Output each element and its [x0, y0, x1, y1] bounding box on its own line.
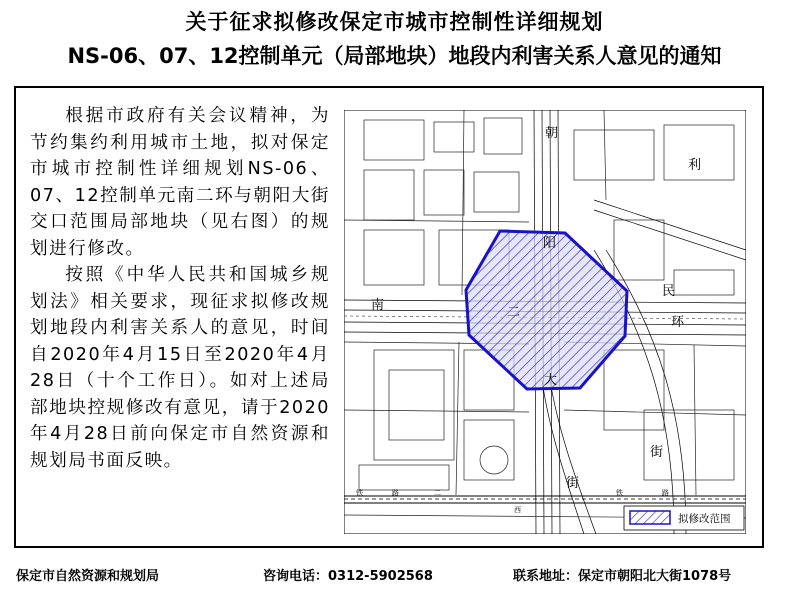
notice-title-line2: NS-06、07、12控制单元（局部地块）地段内利害关系人意见的通知 — [67, 44, 722, 68]
road-label-chao: 朝 — [545, 126, 559, 141]
map-legend — [624, 506, 744, 530]
railway-label-5: 铁 — [616, 489, 623, 497]
railway-label-3: 二 — [434, 489, 441, 497]
legend-label: 拟修改范围 — [678, 513, 731, 525]
body-paragraph-2: 按照《中华人民共和国城乡规划法》相关要求，现征求拟修改规划地段内利害关系人的意见，时间自2020年4月15日至2020年4月28日（十个工作日）。如对上述局部地块控规修改有意见，请于2020年4月28日前向保定市自然资源和规划局书面反映。 — [30, 265, 330, 471]
road-label-jie-2: 街 — [650, 445, 664, 460]
road-label-da: 大 — [544, 373, 558, 388]
road-label-min: 民 — [662, 284, 676, 299]
legend-swatch — [630, 511, 670, 524]
road-label-li: 利 — [688, 158, 702, 173]
notice-body — [30, 103, 330, 474]
road-label-huan: 环 — [671, 315, 685, 330]
railway-label-4: 西 — [514, 506, 521, 514]
footer-phone: 咨询电话：0312-5902568 — [263, 569, 433, 584]
railway-label-2: 路 — [392, 489, 399, 497]
railway-label-1: 铁 — [356, 489, 363, 497]
notice-title-line1: 关于征求拟修改保定市城市控制性详细规划 — [185, 10, 604, 34]
planning-map — [344, 110, 746, 534]
railway-label-6: 路 — [662, 489, 669, 497]
footer-org: 保定市自然资源和规划局 — [16, 569, 160, 584]
footer-address: 联系地址：保定市朝阳北大街1078号 — [513, 569, 732, 584]
road-label-yang: 阳 — [543, 236, 557, 251]
road-label-nan: 南 — [371, 298, 385, 313]
road-label-jie-1: 街 — [566, 476, 580, 491]
body-paragraph-1: 根据市政府有关会议精神，为节约集约利用城市土地，拟对保定市城市控制性详细规划NS-06、07、12控制单元南二环与朝阳大街交口范围局部地块（见右图）的规划进行修改。 — [30, 106, 330, 259]
road-label-er: 二 — [507, 305, 521, 320]
